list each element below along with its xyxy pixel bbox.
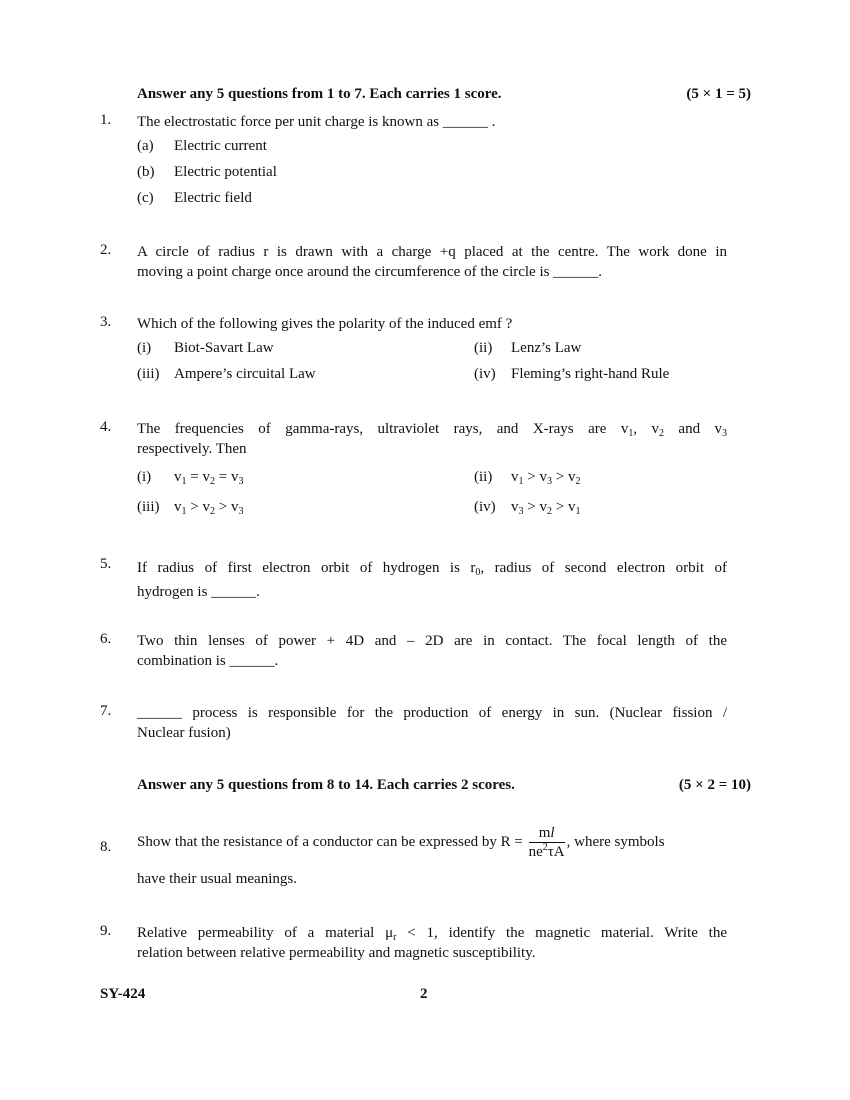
option-iv: (iv) Fleming’s right-hand Rule	[474, 366, 670, 382]
resistance-formula: $\frac{ml}{ne^2\tau A}$	[528, 825, 565, 860]
option-iii: (iii) Ampere’s circuital Law	[137, 366, 316, 382]
option-c: (c) Electric field	[137, 190, 252, 206]
option-i: (i) Biot-Savart Law	[137, 340, 274, 356]
option-a: (a) Electric current	[137, 138, 267, 154]
paper-code: SY-424	[100, 986, 146, 1002]
question-number: 2.	[100, 242, 112, 258]
section-1-marks: (5 × 1 = 5)	[686, 86, 751, 102]
question-text: ______ process is responsible for the production of energy in sun. (Nuclear fission / Nuclear fusion)	[137, 705, 727, 741]
section-2-instruction: Answer any 5 questions from 8 to 14. Each carries 2 scores.	[137, 777, 515, 793]
question-text: Relative permeability of a material $\mu_r < 1$, identify the magnetic material. Write the relation between relative permeability and magnetic susceptibility.	[137, 925, 728, 961]
question-text: Two thin lenses of power + 4D and – 2D are in contact. The focal length of the combination is ______.	[137, 633, 727, 669]
question-text: If radius of first electron orbit of hydrogen is $r_0$, radius of second electron orbit of hydrogen is ______.	[137, 560, 727, 600]
option-b: (b) Electric potential	[137, 164, 277, 180]
question-number: 8.	[100, 839, 112, 855]
question-number: 9.	[100, 923, 112, 939]
option-ii: (ii) Lenz’s Law	[474, 340, 582, 356]
question-number: 6.	[100, 631, 112, 647]
option-iii: (iii) $v_1 > v_2 > v_3$	[137, 499, 244, 517]
question-number: 4.	[100, 419, 112, 435]
section-2-marks: (5 × 2 = 10)	[678, 777, 751, 793]
question-text: A circle of radius r is drawn with a charge +q placed at the centre. The work done in moving a point charge once around the circumference of the circle is ______.	[137, 244, 727, 280]
question-number: 5.	[100, 556, 112, 572]
section-1-header	[137, 86, 751, 103]
question-number: 3.	[100, 314, 112, 330]
option-i: (i) $v_1 = v_2 = v_3$	[137, 469, 244, 487]
page-number: 2	[420, 986, 428, 1002]
option-iv: (iv) $v_3 > v_2 > v_1$	[474, 499, 581, 517]
question-text: The electrostatic force per unit charge is known as ______ .	[137, 114, 496, 130]
question-text: The frequencies of gamma-rays, ultraviolet rays, and X-rays are $v_1$, $v_2$ and $v_3$ respectively. Then	[137, 421, 727, 457]
question-number: 1.	[100, 112, 112, 128]
question-number: 7.	[100, 703, 112, 719]
option-ii: (ii) $v_1 > v_3 > v_2$	[474, 469, 581, 487]
question-text: Show that the resistance of a conductor can be expressed by R = $\frac{ml}{ne^2\tau A}$ , where symbols have their usual meanings.	[137, 825, 665, 887]
section-1-instruction: Answer any 5 questions from 1 to 7. Each carries 1 score.	[137, 86, 502, 102]
question-text: Which of the following gives the polarity of the induced emf ?	[137, 316, 513, 332]
section-2-header	[137, 777, 751, 794]
